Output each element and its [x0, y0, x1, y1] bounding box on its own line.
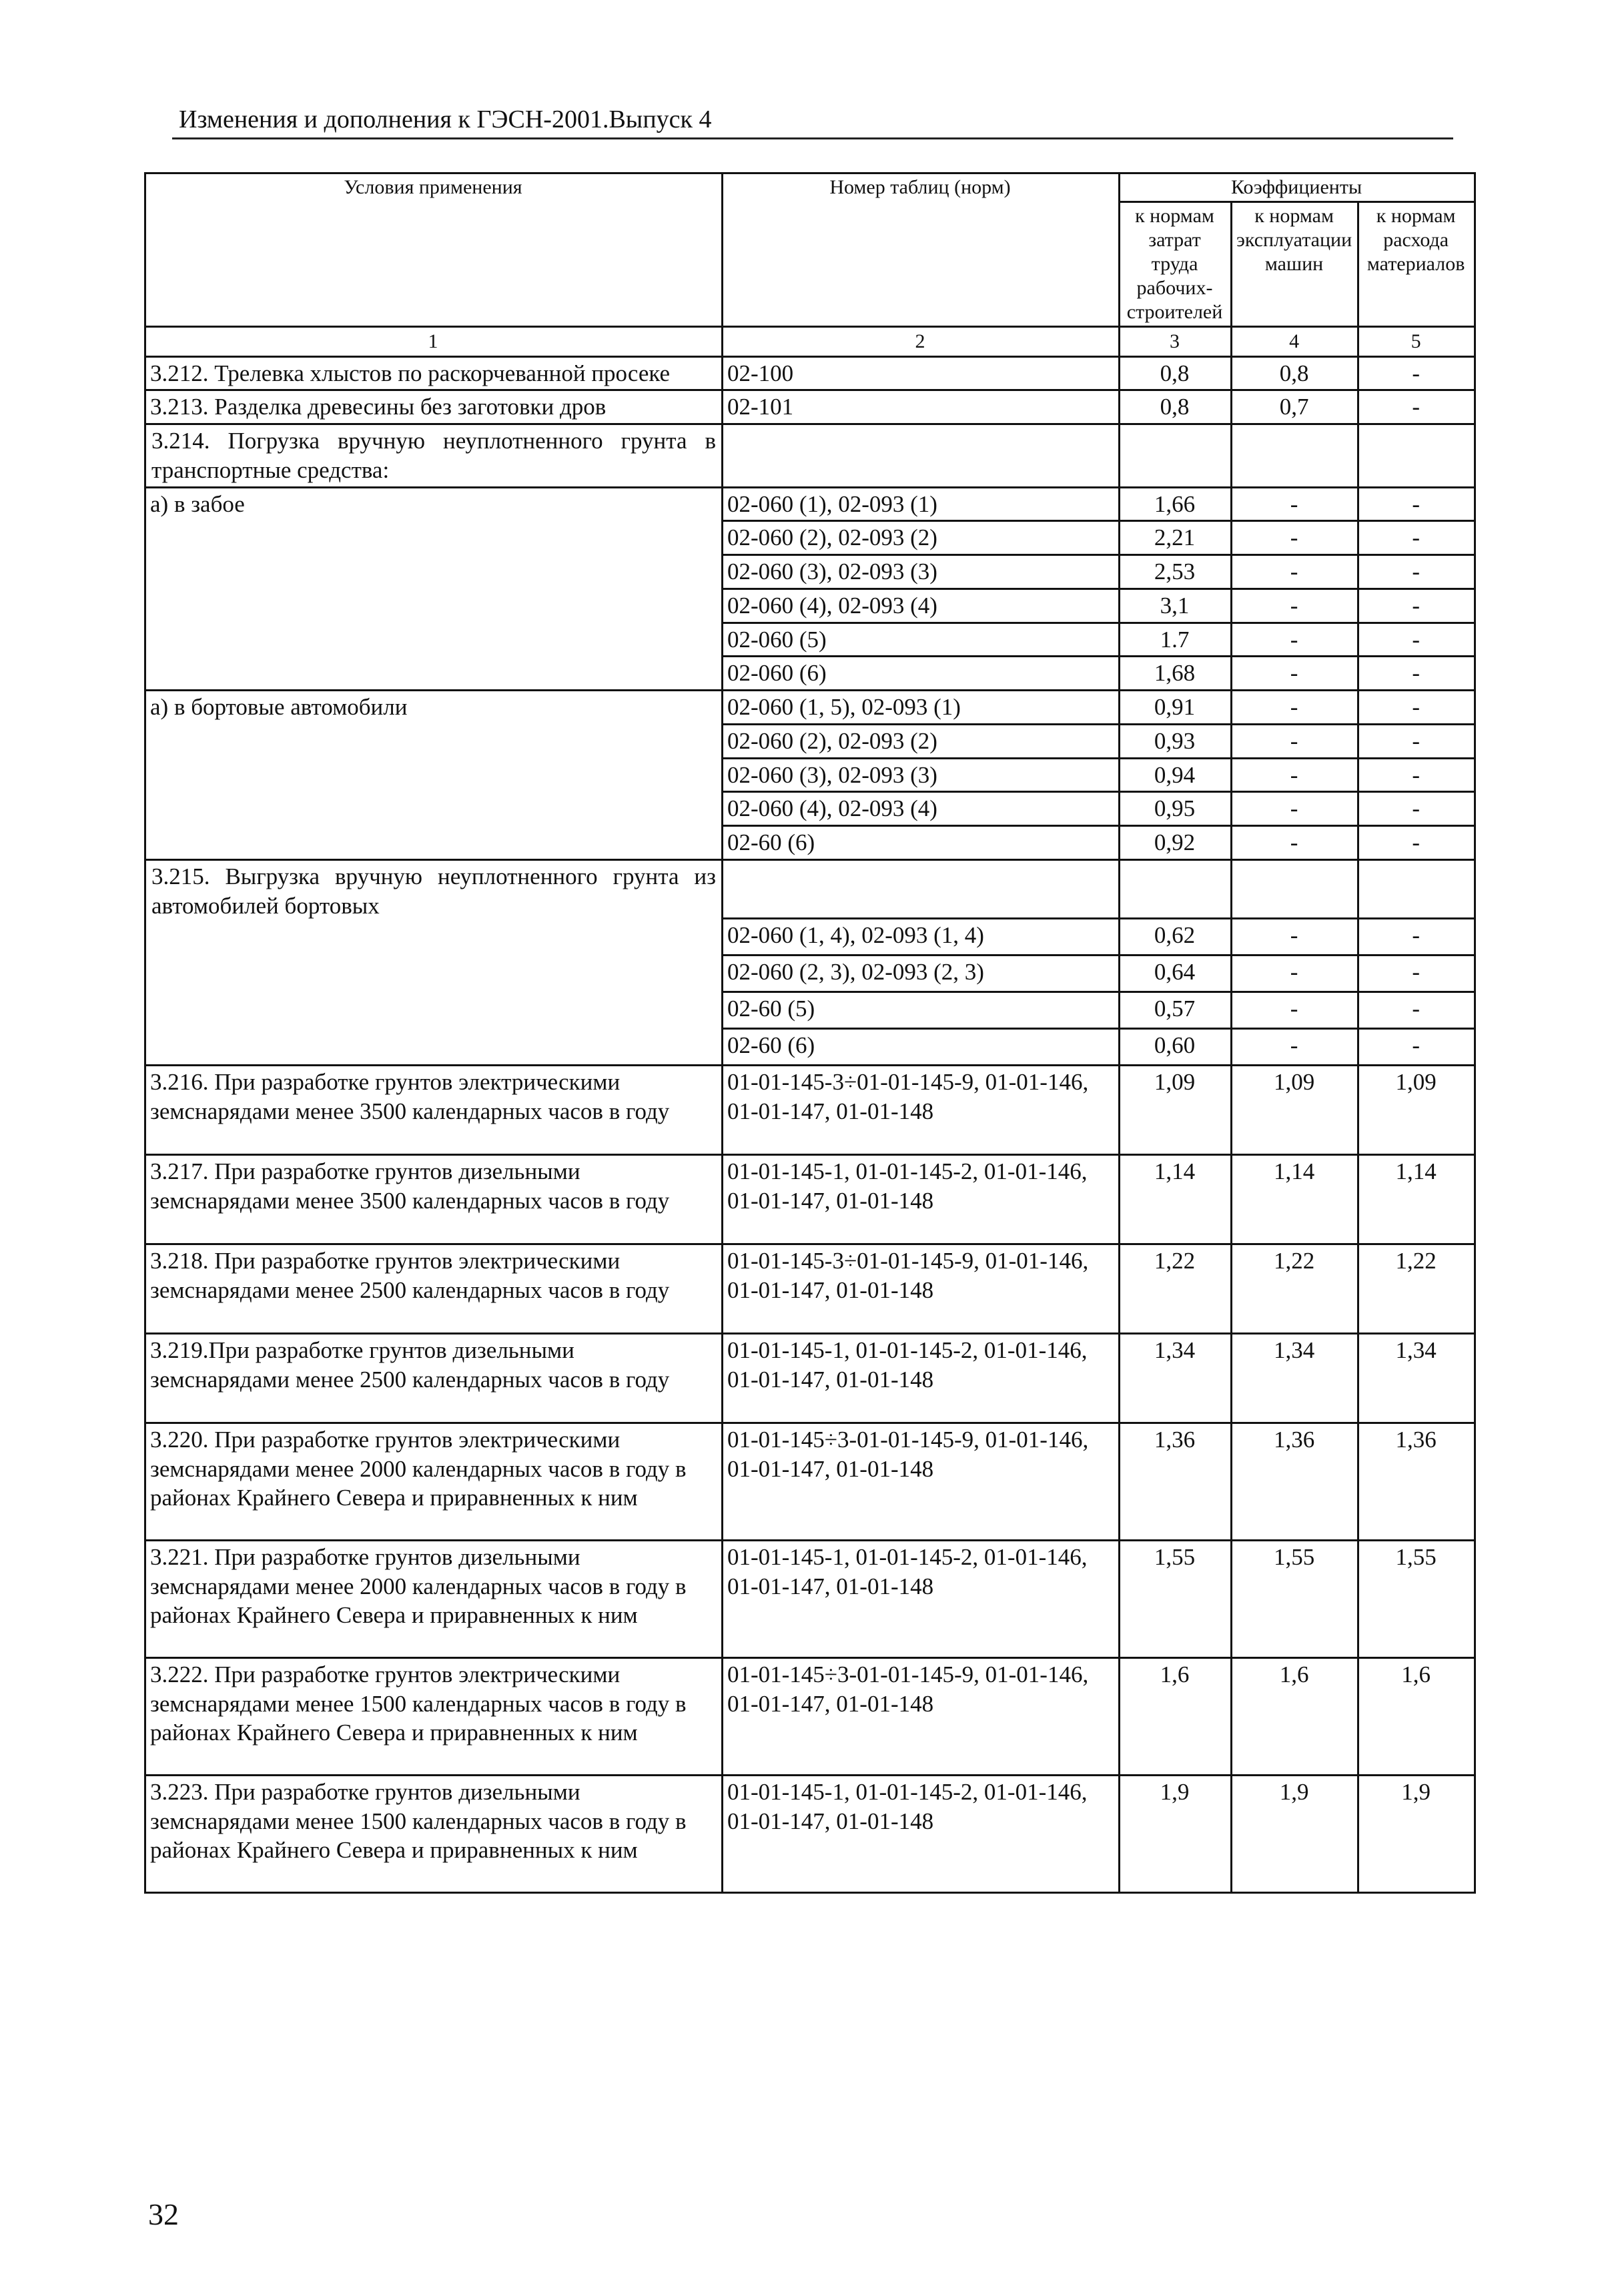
- coefficient-labor: 0,91: [1120, 691, 1232, 725]
- norm-table-numbers: 01-01-145-1, 01-01-145-2, 01-01-146, 01-01-147, 01-01-148: [723, 1154, 1120, 1244]
- condition-cell: 3.223. При разработке грунтов дизельными земснарядами менее 1500 календарных часов в году в районах Крайнего Севера и приравненных к ним: [145, 1775, 723, 1892]
- table-row: [145, 1423, 1475, 1540]
- coefficient-machines: -: [1232, 521, 1358, 555]
- coefficient-materials: -: [1358, 1028, 1475, 1065]
- norm-table-numbers: 01-01-145-3÷01-01-145-9, 01-01-146, 01-01-147, 01-01-148: [723, 1244, 1120, 1333]
- coefficient-labor: 3,1: [1120, 589, 1232, 623]
- col-header-labor: к нормам затрат труда рабочих-строителей: [1120, 202, 1232, 327]
- norm-table-numbers: 02-060 (1, 4), 02-093 (1, 4): [723, 918, 1120, 955]
- condition-cell: а) в забое: [145, 487, 723, 691]
- coefficient-labor: 1,09: [1120, 1065, 1232, 1154]
- coefficient-machines: 0,8: [1232, 356, 1358, 390]
- coefficient-materials: 1,09: [1358, 1065, 1475, 1154]
- condition-cell: 3.222. При разработке грунтов электрическими земснарядами менее 1500 календарных часов в году в районах Крайнего Севера и приравненных к ним: [145, 1657, 723, 1775]
- group-title-row: [145, 424, 1475, 488]
- coefficient-labor: 0,57: [1120, 992, 1232, 1028]
- coefficient-materials: -: [1358, 589, 1475, 623]
- empty-cell: [1232, 424, 1358, 488]
- coefficient-labor: 2,21: [1120, 521, 1232, 555]
- coefficient-materials: -: [1358, 623, 1475, 657]
- coefficient-machines: 1,22: [1232, 1244, 1358, 1333]
- condition-cell: 3.217. При разработке грунтов дизельными земснарядами менее 3500 календарных часов в году: [145, 1154, 723, 1244]
- coefficient-machines: -: [1232, 724, 1358, 758]
- col-number: 5: [1358, 327, 1475, 357]
- coefficient-machines: -: [1232, 691, 1358, 725]
- norm-table-numbers: 02-60 (5): [723, 992, 1120, 1028]
- coefficient-materials: -: [1358, 792, 1475, 826]
- norm-table-numbers: 02-060 (5): [723, 623, 1120, 657]
- norm-table-numbers: 02-100: [723, 356, 1120, 390]
- col-header-materials: к нормам расхода материалов: [1358, 202, 1475, 327]
- coefficient-labor: 1,36: [1120, 1423, 1232, 1540]
- coefficient-materials: -: [1358, 826, 1475, 860]
- norm-table-numbers: 01-01-145-1, 01-01-145-2, 01-01-146, 01-01-147, 01-01-148: [723, 1333, 1120, 1423]
- coefficient-machines: 1,09: [1232, 1065, 1358, 1154]
- coefficient-materials: -: [1358, 758, 1475, 792]
- coefficient-machines: 1,34: [1232, 1333, 1358, 1423]
- coefficient-machines: -: [1232, 992, 1358, 1028]
- page-header-title: Изменения и дополнения к ГЭСН-2001.Выпуск 4: [179, 105, 712, 133]
- coefficient-machines: -: [1232, 623, 1358, 657]
- coefficient-machines: -: [1232, 955, 1358, 992]
- norm-table-numbers: 01-01-145-3÷01-01-145-9, 01-01-146, 01-01-147, 01-01-148: [723, 1065, 1120, 1154]
- condition-cell: 3.212. Трелевка хлыстов по раскорчеванной просеке: [145, 356, 723, 390]
- condition-cell: 3.218. При разработке грунтов электрическими земснарядами менее 2500 календарных часов в году: [145, 1244, 723, 1333]
- condition-cell: 3.214. Погрузка вручную неуплотненного грунта в транспортные средства:: [145, 424, 723, 488]
- coefficient-labor: 1,68: [1120, 657, 1232, 691]
- coefficient-labor: 0,60: [1120, 1028, 1232, 1065]
- condition-cell: 3.221. При разработке грунтов дизельными земснарядами менее 2000 календарных часов в году в районах Крайнего Севера и приравненных к ним: [145, 1540, 723, 1657]
- norm-table-numbers: 02-060 (3), 02-093 (3): [723, 758, 1120, 792]
- norm-table-numbers: 01-01-145-1, 01-01-145-2, 01-01-146, 01-01-147, 01-01-148: [723, 1540, 1120, 1657]
- table-row: [145, 1244, 1475, 1333]
- empty-cell: [1232, 859, 1358, 918]
- empty-cell: [723, 424, 1120, 488]
- col-number: 2: [723, 327, 1120, 357]
- coefficients-table: [144, 172, 1476, 1894]
- column-numbers-row: [145, 327, 1475, 357]
- norm-table-numbers: 02-060 (2, 3), 02-093 (2, 3): [723, 955, 1120, 992]
- norm-table-numbers: 02-060 (1, 5), 02-093 (1): [723, 691, 1120, 725]
- coefficient-materials: -: [1358, 521, 1475, 555]
- coefficient-labor: 1,9: [1120, 1775, 1232, 1892]
- norm-table-numbers: 02-60 (6): [723, 1028, 1120, 1065]
- condition-cell: а) в бортовые автомобили: [145, 691, 723, 860]
- col-header-machines: к нормам эксплуатации машин: [1232, 202, 1358, 327]
- coefficient-labor: 2,53: [1120, 555, 1232, 589]
- norm-table-numbers: 02-060 (4), 02-093 (4): [723, 589, 1120, 623]
- coefficient-machines: -: [1232, 589, 1358, 623]
- coefficient-materials: -: [1358, 356, 1475, 390]
- coefficient-labor: 0,8: [1120, 356, 1232, 390]
- norm-table-numbers: 02-060 (3), 02-093 (3): [723, 555, 1120, 589]
- norm-table-numbers: 02-060 (4), 02-093 (4): [723, 792, 1120, 826]
- condition-cell: 3.220. При разработке грунтов электрическими земснарядами менее 2000 календарных часов в году в районах Крайнего Севера и приравненных к ним: [145, 1423, 723, 1540]
- coefficient-machines: -: [1232, 758, 1358, 792]
- coefficient-materials: -: [1358, 918, 1475, 955]
- coefficient-labor: 1,55: [1120, 1540, 1232, 1657]
- coefficient-materials: 1,6: [1358, 1657, 1475, 1775]
- col-header-table-numbers: Номер таблиц (норм): [723, 173, 1120, 327]
- coefficient-machines: -: [1232, 487, 1358, 521]
- header-row-top: [145, 173, 1475, 202]
- empty-cell: [1358, 859, 1475, 918]
- coefficient-labor: 1,22: [1120, 1244, 1232, 1333]
- table-row: [145, 691, 1475, 725]
- condition-cell: 3.215. Выгрузка вручную неуплотненного грунта из автомобилей бортовых: [145, 859, 723, 1065]
- coefficient-labor: 0,92: [1120, 826, 1232, 860]
- coefficient-materials: -: [1358, 555, 1475, 589]
- coefficient-labor: 0,95: [1120, 792, 1232, 826]
- col-header-conditions: Условия применения: [145, 173, 723, 327]
- coefficient-materials: 1,34: [1358, 1333, 1475, 1423]
- condition-cell: 3.213. Разделка древесины без заготовки дров: [145, 390, 723, 424]
- coefficient-machines: -: [1232, 918, 1358, 955]
- col-header-coefficients: Коэффициенты: [1120, 173, 1475, 202]
- empty-cell: [1120, 424, 1232, 488]
- header-rule: [172, 137, 1453, 139]
- coefficient-machines: 1,36: [1232, 1423, 1358, 1540]
- coefficient-machines: 1,9: [1232, 1775, 1358, 1892]
- norm-table-numbers: 02-101: [723, 390, 1120, 424]
- coefficient-machines: 1,14: [1232, 1154, 1358, 1244]
- coefficient-labor: 1,6: [1120, 1657, 1232, 1775]
- empty-cell: [723, 859, 1120, 918]
- norm-table-numbers: 02-060 (6): [723, 657, 1120, 691]
- table-row: [145, 1657, 1475, 1775]
- coefficient-labor: 1,66: [1120, 487, 1232, 521]
- coefficient-materials: 1,36: [1358, 1423, 1475, 1540]
- coefficient-labor: 0,64: [1120, 955, 1232, 992]
- coefficient-materials: -: [1358, 955, 1475, 992]
- col-number: 1: [145, 327, 723, 357]
- empty-cell: [1358, 424, 1475, 488]
- table-body: [145, 173, 1475, 1893]
- norm-table-numbers: 01-01-145÷3-01-01-145-9, 01-01-146, 01-01-147, 01-01-148: [723, 1657, 1120, 1775]
- coefficient-machines: -: [1232, 555, 1358, 589]
- col-number: 3: [1120, 327, 1232, 357]
- empty-cell: [1120, 859, 1232, 918]
- coefficient-materials: -: [1358, 992, 1475, 1028]
- coefficient-machines: -: [1232, 792, 1358, 826]
- table-row: [145, 356, 1475, 390]
- coefficient-labor: 0,8: [1120, 390, 1232, 424]
- norm-table-numbers: 01-01-145-1, 01-01-145-2, 01-01-146, 01-01-147, 01-01-148: [723, 1775, 1120, 1892]
- coefficient-materials: -: [1358, 724, 1475, 758]
- coefficient-materials: -: [1358, 657, 1475, 691]
- table-row: [145, 1540, 1475, 1657]
- coefficient-materials: -: [1358, 487, 1475, 521]
- coefficient-materials: 1,22: [1358, 1244, 1475, 1333]
- norm-table-numbers: 02-060 (2), 02-093 (2): [723, 724, 1120, 758]
- coefficient-materials: -: [1358, 691, 1475, 725]
- coefficient-labor: 0,93: [1120, 724, 1232, 758]
- coefficient-machines: 0,7: [1232, 390, 1358, 424]
- coefficient-labor: 0,62: [1120, 918, 1232, 955]
- coefficient-labor: 0,94: [1120, 758, 1232, 792]
- coefficient-materials: 1,9: [1358, 1775, 1475, 1892]
- norm-table-numbers: 01-01-145÷3-01-01-145-9, 01-01-146, 01-01-147, 01-01-148: [723, 1423, 1120, 1540]
- coefficient-machines: 1,55: [1232, 1540, 1358, 1657]
- coefficient-materials: 1,14: [1358, 1154, 1475, 1244]
- coefficient-labor: 1,34: [1120, 1333, 1232, 1423]
- table-row: [145, 1154, 1475, 1244]
- table-row: [145, 390, 1475, 424]
- norm-table-numbers: 02-060 (1), 02-093 (1): [723, 487, 1120, 521]
- norm-table-numbers: 02-060 (2), 02-093 (2): [723, 521, 1120, 555]
- page-number: 32: [148, 2197, 179, 2231]
- table-row: [145, 1333, 1475, 1423]
- coefficient-labor: 1.7: [1120, 623, 1232, 657]
- coefficient-materials: -: [1358, 390, 1475, 424]
- coefficient-machines: 1,6: [1232, 1657, 1358, 1775]
- coefficient-machines: -: [1232, 1028, 1358, 1065]
- table-row: [145, 487, 1475, 521]
- condition-cell: 3.216. При разработке грунтов электрическими земснарядами менее 3500 календарных часов в году: [145, 1065, 723, 1154]
- group-title-row: [145, 859, 1475, 918]
- table-row: [145, 1775, 1475, 1892]
- table-row: [145, 1065, 1475, 1154]
- coefficient-machines: -: [1232, 826, 1358, 860]
- coefficient-materials: 1,55: [1358, 1540, 1475, 1657]
- col-number: 4: [1232, 327, 1358, 357]
- coefficient-labor: 1,14: [1120, 1154, 1232, 1244]
- coefficient-machines: -: [1232, 657, 1358, 691]
- condition-cell: 3.219.При разработке грунтов дизельными земснарядами менее 2500 календарных часов в году: [145, 1333, 723, 1423]
- norm-table-numbers: 02-60 (6): [723, 826, 1120, 860]
